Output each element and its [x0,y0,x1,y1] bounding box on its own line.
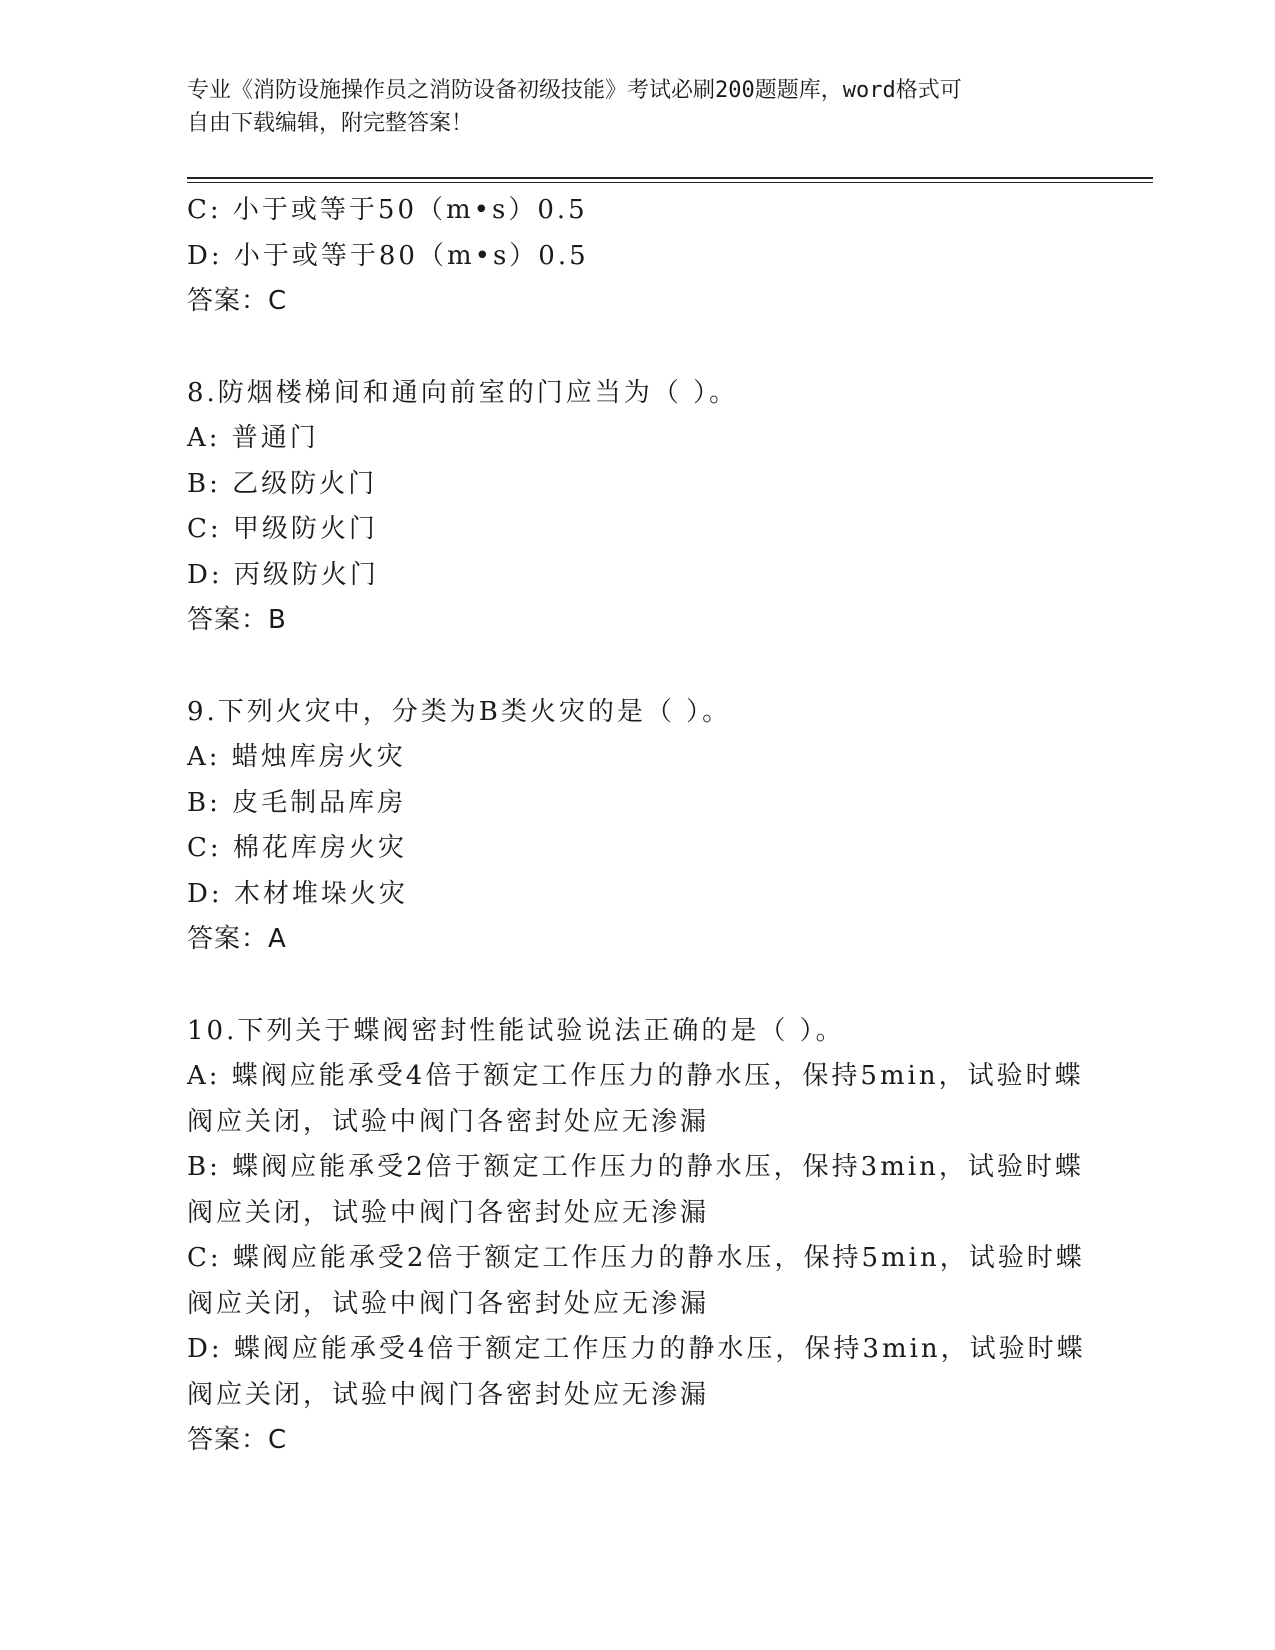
option-c: C: 甲级防火门 [187,514,378,544]
option-a-line-1: A: 蝶阀应能承受4倍于额定工作压力的静水压，保持5min，试验时蝶 [187,1061,1084,1091]
option-c: C: 小于或等于50（m•s）0.5 [187,195,588,225]
option-b-line-1: B: 蝶阀应能承受2倍于额定工作压力的静水压，保持3min，试验时蝶 [187,1152,1084,1182]
spacer [187,963,1087,1009]
spacer [187,325,1087,371]
question-list [187,188,1087,1464]
option-d: D: 木材堆垛火灾 [187,878,408,909]
question-10 [187,1009,1087,1464]
answer-line: 答案：C [187,286,288,316]
option-a-line-2: 阀应关闭，试验中阀门各密封处应无渗漏 [187,1106,710,1137]
option-a: A: 蜡烛库房火灾 [187,742,406,772]
spacer [187,644,1087,690]
option-c-line-1: C: 蝶阀应能承受2倍于额定工作压力的静水压，保持5min，试验时蝶 [187,1243,1085,1273]
question-text: 8.防烟楼梯间和通向前室的门应当为（ ）。 [187,377,739,408]
option-d: D: 丙级防火门 [187,559,379,590]
header-divider-bottom [187,182,1153,183]
header-line-2: 自由下载编辑，附完整答案！ [187,111,474,136]
option-c: C: 棉花库房火灾 [187,833,407,863]
question-7-tail [187,188,1087,325]
header-divider-top [187,177,1153,179]
option-d-line-1: D: 蝶阀应能承受4倍于额定工作压力的静水压，保持3min，试验时蝶 [187,1334,1086,1364]
document-header [187,74,1087,140]
answer-line: 答案：A [187,924,287,954]
question-text: 10.下列关于蝶阀密封性能试验说法正确的是（ ）。 [187,1015,845,1046]
question-9 [187,690,1087,963]
question-8 [187,371,1087,644]
option-d-line-2: 阀应关闭，试验中阀门各密封处应无渗漏 [187,1379,710,1410]
option-b: B: 皮毛制品库房 [187,787,407,818]
option-b: B: 乙级防火门 [187,468,378,499]
question-text: 9.下列火灾中，分类为B类火灾的是（ ）。 [187,696,732,727]
header-line-1: 专业《消防设施操作员之消防设备初级技能》考试必刷200题题库，word格式可 [187,78,962,103]
option-a: A: 普通门 [187,423,319,453]
answer-line: 答案：B [187,605,287,635]
option-c-line-2: 阀应关闭，试验中阀门各密封处应无渗漏 [187,1288,710,1319]
option-b-line-2: 阀应关闭，试验中阀门各密封处应无渗漏 [187,1197,710,1228]
option-d: D: 小于或等于80（m•s）0.5 [187,240,589,271]
answer-line: 答案：C [187,1425,288,1455]
